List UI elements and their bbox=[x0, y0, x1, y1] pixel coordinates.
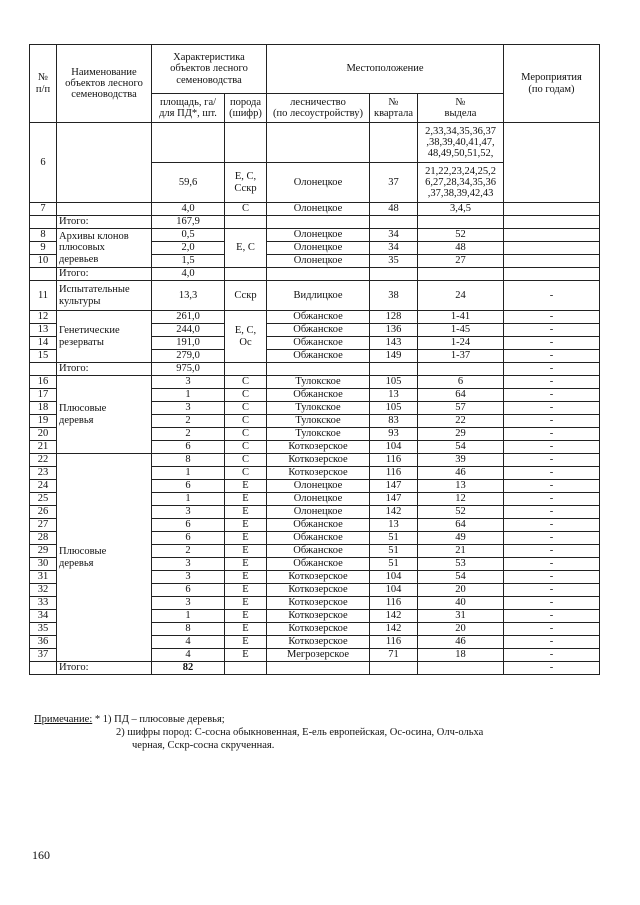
note-label: Примечание: bbox=[34, 714, 93, 725]
row-quarter: 116 bbox=[370, 454, 418, 467]
row-allotment: 52 bbox=[418, 229, 504, 242]
row-quarter: 34 bbox=[370, 242, 418, 255]
header-measures: Мероприятия (по годам) bbox=[504, 45, 600, 123]
row-allotment: 46 bbox=[418, 467, 504, 480]
row-forestry: Олонецкое bbox=[267, 163, 370, 203]
note-line-1: * 1) ПД – плюсовые деревья; bbox=[92, 714, 225, 725]
row-allotment: 40 bbox=[418, 597, 504, 610]
row-num: 23 bbox=[30, 467, 57, 480]
row-area: 4 bbox=[152, 649, 225, 662]
row-area: 2 bbox=[152, 428, 225, 441]
row-measures: - bbox=[504, 480, 600, 493]
row-quarter: 13 bbox=[370, 389, 418, 402]
row-area: 6 bbox=[152, 584, 225, 597]
row-allotment: 18 bbox=[418, 649, 504, 662]
total-label: Итого: bbox=[57, 216, 152, 229]
row-area: 191,0 bbox=[152, 337, 225, 350]
row-forestry: Обжанское bbox=[267, 337, 370, 350]
row-area: 3 bbox=[152, 402, 225, 415]
row-species: Е bbox=[225, 480, 267, 493]
row-allotment: 54 bbox=[418, 571, 504, 584]
row-quarter: 104 bbox=[370, 584, 418, 597]
row-allotment: 22 bbox=[418, 415, 504, 428]
row-quarter: 142 bbox=[370, 506, 418, 519]
row-area: 1 bbox=[152, 493, 225, 506]
row-forestry: Обжанское bbox=[267, 350, 370, 363]
table-row bbox=[30, 311, 600, 324]
row-area: 1 bbox=[152, 610, 225, 623]
row-allotment: 54 bbox=[418, 441, 504, 454]
row-species: С bbox=[225, 467, 267, 480]
row-allotment: 2,33,34,35,36,37 ,38,39,40,41,47, 48,49,50,51,52, bbox=[418, 123, 504, 163]
row-measures: - bbox=[504, 376, 600, 389]
row-num: 21 bbox=[30, 441, 57, 454]
row-quarter: 104 bbox=[370, 441, 418, 454]
row-allotment: 64 bbox=[418, 389, 504, 402]
row-area: 59,6 bbox=[152, 163, 225, 203]
row-allotment: 27 bbox=[418, 255, 504, 268]
row-quarter: 51 bbox=[370, 545, 418, 558]
row-area: 13,3 bbox=[152, 281, 225, 311]
row-forestry: Олонецкое bbox=[267, 493, 370, 506]
row-num: 18 bbox=[30, 402, 57, 415]
row-species: С bbox=[225, 454, 267, 467]
row-forestry: Олонецкое bbox=[267, 480, 370, 493]
row-area: 8 bbox=[152, 623, 225, 636]
row-allotment: 52 bbox=[418, 506, 504, 519]
row-species: Е bbox=[225, 610, 267, 623]
note-line-3: черная, Сскр-сосна скрученная. bbox=[132, 740, 275, 752]
row-species: Е, С, Сскр bbox=[225, 163, 267, 203]
row-measures: - bbox=[504, 545, 600, 558]
row-measures: - bbox=[504, 597, 600, 610]
row-num: 22 bbox=[30, 454, 57, 467]
row-measures: - bbox=[504, 649, 600, 662]
row-num: 31 bbox=[30, 571, 57, 584]
row-measures: - bbox=[504, 493, 600, 506]
row-forestry: Олонецкое bbox=[267, 255, 370, 268]
row-measures: - bbox=[504, 428, 600, 441]
row-quarter: 116 bbox=[370, 597, 418, 610]
row-forestry: Олонецкое bbox=[267, 203, 370, 216]
row-measures: - bbox=[504, 389, 600, 402]
row-num: 28 bbox=[30, 532, 57, 545]
row-area: 4 bbox=[152, 636, 225, 649]
row-measures: - bbox=[504, 311, 600, 324]
row-quarter: 104 bbox=[370, 571, 418, 584]
row-forestry: Обжанское bbox=[267, 519, 370, 532]
row-area: 4,0 bbox=[152, 203, 225, 216]
row-allotment: 20 bbox=[418, 623, 504, 636]
row-quarter: 37 bbox=[370, 163, 418, 203]
row-quarter: 143 bbox=[370, 337, 418, 350]
row-species: Е bbox=[225, 558, 267, 571]
row-allotment: 46 bbox=[418, 636, 504, 649]
row-quarter: 136 bbox=[370, 324, 418, 337]
row-quarter: 93 bbox=[370, 428, 418, 441]
table-row bbox=[30, 363, 600, 376]
row-quarter: 51 bbox=[370, 532, 418, 545]
row-allotment: 57 bbox=[418, 402, 504, 415]
row-allotment: 1-37 bbox=[418, 350, 504, 363]
header-quarter: № квартала bbox=[370, 94, 418, 123]
header-name: Наименование объектов лесного семеноводства bbox=[57, 45, 152, 123]
row-quarter: 13 bbox=[370, 519, 418, 532]
row-quarter: 83 bbox=[370, 415, 418, 428]
row-species: Е bbox=[225, 597, 267, 610]
row-measures: - bbox=[504, 350, 600, 363]
row-allotment: 24 bbox=[418, 281, 504, 311]
row-allotment: 20 bbox=[418, 584, 504, 597]
row-allotment: 39 bbox=[418, 454, 504, 467]
row-num: 9 bbox=[30, 242, 57, 255]
row-allotment: 21,22,23,24,25,2 6,27,28,34,35,36 ,37,38,39,42,43 bbox=[418, 163, 504, 203]
group-name: Архивы клонов плюсовых деревьев bbox=[57, 229, 152, 268]
row-quarter: 128 bbox=[370, 311, 418, 324]
row-forestry: Коткозерское bbox=[267, 597, 370, 610]
row-forestry: Олонецкое bbox=[267, 506, 370, 519]
group-species: Е, С, Ос bbox=[225, 311, 267, 363]
row-area: 1,5 bbox=[152, 255, 225, 268]
row-allotment: 53 bbox=[418, 558, 504, 571]
row-forestry: Обжанское bbox=[267, 532, 370, 545]
row-name bbox=[57, 123, 152, 203]
row-measures: - bbox=[504, 558, 600, 571]
row-area: 3 bbox=[152, 597, 225, 610]
row-num: 36 bbox=[30, 636, 57, 649]
group-name: Плюсовые деревья bbox=[57, 454, 152, 662]
row-measures: - bbox=[504, 571, 600, 584]
row-quarter: 105 bbox=[370, 402, 418, 415]
total-label: Итого: bbox=[57, 363, 152, 376]
row-species: С bbox=[225, 415, 267, 428]
row-species: С bbox=[225, 389, 267, 402]
row-measures: - bbox=[504, 506, 600, 519]
row-area: 279,0 bbox=[152, 350, 225, 363]
row-forestry: Тулокское bbox=[267, 402, 370, 415]
row-area: 1 bbox=[152, 389, 225, 402]
row-num: 15 bbox=[30, 350, 57, 363]
row-num: 12 bbox=[30, 311, 57, 324]
row-quarter: 71 bbox=[370, 649, 418, 662]
row-forestry: Тулокское bbox=[267, 415, 370, 428]
row-measures: - bbox=[504, 324, 600, 337]
row-measures: - bbox=[504, 623, 600, 636]
group-species: Е, С bbox=[225, 229, 267, 268]
row-forestry: Коткозерское bbox=[267, 467, 370, 480]
row-area: 3 bbox=[152, 376, 225, 389]
row-quarter: 147 bbox=[370, 493, 418, 506]
row-num: 24 bbox=[30, 480, 57, 493]
row-quarter: 116 bbox=[370, 467, 418, 480]
row-name: Испытательные культуры bbox=[57, 281, 152, 311]
row-area: 261,0 bbox=[152, 311, 225, 324]
row-allotment: 49 bbox=[418, 532, 504, 545]
table-row bbox=[30, 376, 600, 389]
row-quarter: 51 bbox=[370, 558, 418, 571]
total-value: 82 bbox=[152, 662, 225, 675]
row-quarter: 116 bbox=[370, 636, 418, 649]
row-quarter: 38 bbox=[370, 281, 418, 311]
row-num: 27 bbox=[30, 519, 57, 532]
group-name: Генетические резерваты bbox=[57, 311, 152, 363]
total-label: Итого: bbox=[57, 268, 152, 281]
row-forestry: Олонецкое bbox=[267, 229, 370, 242]
row-quarter: 142 bbox=[370, 623, 418, 636]
row-forestry: Мегрозерское bbox=[267, 649, 370, 662]
row-measures: - bbox=[504, 610, 600, 623]
row-species: Е bbox=[225, 636, 267, 649]
row-quarter: 35 bbox=[370, 255, 418, 268]
row-measures: - bbox=[504, 636, 600, 649]
row-forestry: Обжанское bbox=[267, 545, 370, 558]
total-value: 975,0 bbox=[152, 363, 225, 376]
row-forestry: Коткозерское bbox=[267, 441, 370, 454]
row-measures: - bbox=[504, 532, 600, 545]
table-row bbox=[30, 662, 600, 675]
row-forestry: Обжанское bbox=[267, 389, 370, 402]
row-area: 6 bbox=[152, 519, 225, 532]
row-area: 2 bbox=[152, 545, 225, 558]
row-num: 30 bbox=[30, 558, 57, 571]
row-area: 0,5 bbox=[152, 229, 225, 242]
row-quarter: 147 bbox=[370, 480, 418, 493]
row-measures: - bbox=[504, 519, 600, 532]
row-area: 6 bbox=[152, 480, 225, 493]
row-area: 1 bbox=[152, 467, 225, 480]
row-forestry: Коткозерское bbox=[267, 454, 370, 467]
row-area: 8 bbox=[152, 454, 225, 467]
row-forestry: Тулокское bbox=[267, 428, 370, 441]
row-num: 8 bbox=[30, 229, 57, 242]
row-species: Е bbox=[225, 493, 267, 506]
row-measures: - bbox=[504, 337, 600, 350]
total-value: 4,0 bbox=[152, 268, 225, 281]
table-row bbox=[30, 229, 600, 242]
row-num: 33 bbox=[30, 597, 57, 610]
row-measures: - bbox=[504, 363, 600, 376]
row-species: Е bbox=[225, 584, 267, 597]
header-area: площадь, га/ для ПД*, шт. bbox=[152, 94, 225, 123]
header-allotment: № выдела bbox=[418, 94, 504, 123]
row-species: Е bbox=[225, 571, 267, 584]
row-num: 26 bbox=[30, 506, 57, 519]
row-allotment: 6 bbox=[418, 376, 504, 389]
row-measures: - bbox=[504, 662, 600, 675]
row-num: 6 bbox=[30, 123, 57, 203]
row-species: Сскр bbox=[225, 281, 267, 311]
header-forestry: лесничество (по лесоустройству) bbox=[267, 94, 370, 123]
row-num: 17 bbox=[30, 389, 57, 402]
note-line-2: 2) шифры пород: С-сосна обыкновенная, Е-ель европейская, Ос-осина, Олч-ольха bbox=[116, 727, 484, 739]
row-num: 29 bbox=[30, 545, 57, 558]
row-species: С bbox=[225, 441, 267, 454]
row-num: 10 bbox=[30, 255, 57, 268]
row-quarter: 48 bbox=[370, 203, 418, 216]
page-number: 160 bbox=[32, 848, 50, 862]
row-forestry: Обжанское bbox=[267, 558, 370, 571]
row-species: С bbox=[225, 428, 267, 441]
row-measures: - bbox=[504, 402, 600, 415]
row-forestry: Видлицкое bbox=[267, 281, 370, 311]
row-species: Е bbox=[225, 532, 267, 545]
row-forestry: Обжанское bbox=[267, 311, 370, 324]
seed-objects-table bbox=[29, 44, 600, 675]
row-area: 244,0 bbox=[152, 324, 225, 337]
row-allotment: 1-45 bbox=[418, 324, 504, 337]
row-allotment: 1-24 bbox=[418, 337, 504, 350]
row-forestry: Коткозерское bbox=[267, 571, 370, 584]
row-allotment: 29 bbox=[418, 428, 504, 441]
row-allotment: 12 bbox=[418, 493, 504, 506]
row-allotment: 1-41 bbox=[418, 311, 504, 324]
row-quarter: 142 bbox=[370, 610, 418, 623]
table-row bbox=[30, 281, 600, 311]
row-measures: - bbox=[504, 281, 600, 311]
table-row bbox=[30, 454, 600, 467]
row-species: С bbox=[225, 376, 267, 389]
table-note bbox=[34, 713, 604, 752]
row-forestry: Коткозерское bbox=[267, 610, 370, 623]
row-num: 7 bbox=[30, 203, 57, 216]
row-area: 3 bbox=[152, 558, 225, 571]
row-quarter: 149 bbox=[370, 350, 418, 363]
row-area: 6 bbox=[152, 532, 225, 545]
row-measures: - bbox=[504, 415, 600, 428]
row-area: 2,0 bbox=[152, 242, 225, 255]
header-location: Местоположение bbox=[267, 45, 504, 94]
row-area: 3 bbox=[152, 506, 225, 519]
row-forestry: Коткозерское bbox=[267, 623, 370, 636]
row-species: С bbox=[225, 402, 267, 415]
row-num: 32 bbox=[30, 584, 57, 597]
row-num: 19 bbox=[30, 415, 57, 428]
row-num: 13 bbox=[30, 324, 57, 337]
row-area: 3 bbox=[152, 571, 225, 584]
row-allotment: 13 bbox=[418, 480, 504, 493]
row-allotment: 48 bbox=[418, 242, 504, 255]
row-species: Е bbox=[225, 649, 267, 662]
row-species: С bbox=[225, 203, 267, 216]
row-num: 16 bbox=[30, 376, 57, 389]
row-area: 6 bbox=[152, 441, 225, 454]
row-measures: - bbox=[504, 584, 600, 597]
row-species: Е bbox=[225, 623, 267, 636]
row-quarter: 34 bbox=[370, 229, 418, 242]
table-row bbox=[30, 268, 600, 281]
row-num: 35 bbox=[30, 623, 57, 636]
row-measures: - bbox=[504, 467, 600, 480]
row-allotment: 3,4,5 bbox=[418, 203, 504, 216]
header-num: № п/п bbox=[30, 45, 57, 123]
row-species: Е bbox=[225, 519, 267, 532]
row-forestry: Коткозерское bbox=[267, 584, 370, 597]
row-forestry: Коткозерское bbox=[267, 636, 370, 649]
row-quarter: 105 bbox=[370, 376, 418, 389]
row-allotment: 31 bbox=[418, 610, 504, 623]
row-forestry: Тулокское bbox=[267, 376, 370, 389]
row-num: 34 bbox=[30, 610, 57, 623]
row-num: 25 bbox=[30, 493, 57, 506]
row-num: 37 bbox=[30, 649, 57, 662]
total-label: Итого: bbox=[57, 662, 152, 675]
row-num: 14 bbox=[30, 337, 57, 350]
row-forestry: Обжанское bbox=[267, 324, 370, 337]
row-area: 2 bbox=[152, 415, 225, 428]
row-forestry: Олонецкое bbox=[267, 242, 370, 255]
row-species: Е bbox=[225, 545, 267, 558]
row-allotment: 64 bbox=[418, 519, 504, 532]
row-measures bbox=[504, 123, 600, 203]
row-measures: - bbox=[504, 454, 600, 467]
group-name: Плюсовые деревья bbox=[57, 376, 152, 454]
total-value: 167,9 bbox=[152, 216, 225, 229]
row-allotment: 21 bbox=[418, 545, 504, 558]
row-num: 20 bbox=[30, 428, 57, 441]
row-num: 11 bbox=[30, 281, 57, 311]
row-measures: - bbox=[504, 441, 600, 454]
header-species: порода (шифр) bbox=[225, 94, 267, 123]
header-characteristics: Характеристика объектов лесного семеноводства bbox=[152, 45, 267, 94]
row-species: Е bbox=[225, 506, 267, 519]
